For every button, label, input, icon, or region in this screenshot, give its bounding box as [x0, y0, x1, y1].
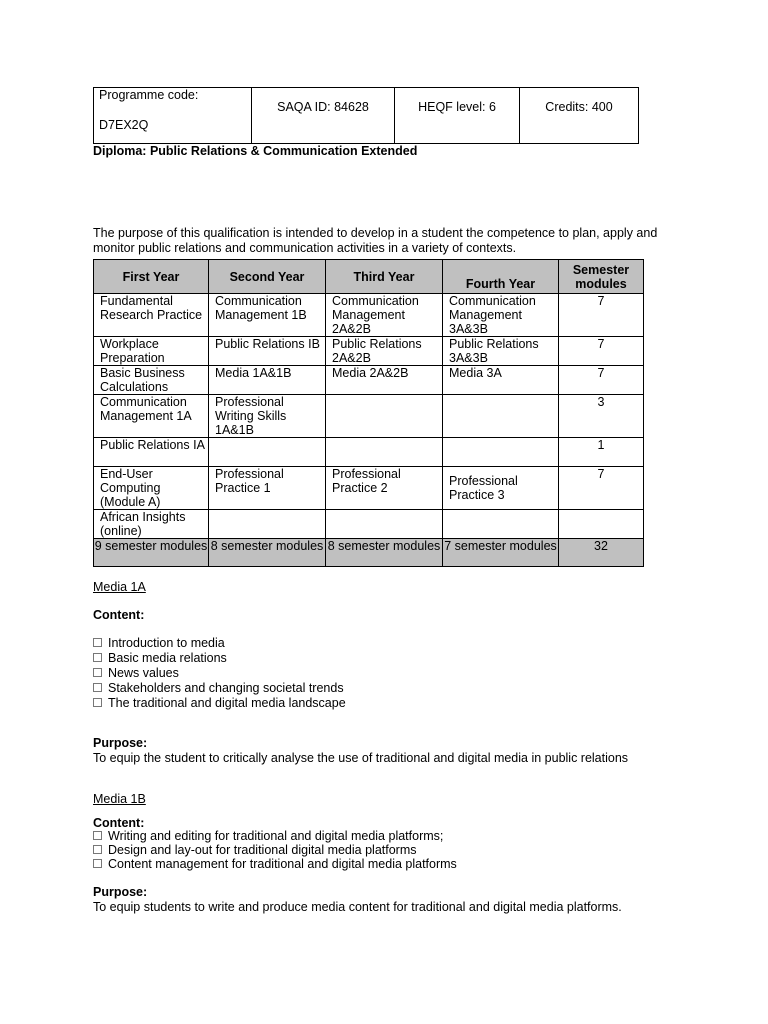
table-cell: 3 — [559, 395, 644, 438]
checkbox-bullet-icon — [93, 638, 102, 647]
table-cell: Public Relations IB — [209, 337, 326, 366]
table-cell: Media 1A&1B — [209, 366, 326, 395]
heqf-level-cell: HEQF level: 6 — [395, 88, 520, 144]
table-row — [94, 395, 644, 438]
table-cell: Communication Management 1B — [209, 294, 326, 337]
table-total-cell: 9 semester modules — [94, 539, 209, 567]
table-cell: End-User Computing (Module A) — [94, 467, 209, 510]
header-first-year: First Year — [94, 260, 209, 294]
checkbox-bullet-icon — [93, 831, 102, 840]
table-cell: 1 — [559, 438, 644, 467]
module-table-header — [94, 260, 644, 294]
credits-cell: Credits: 400 — [520, 88, 639, 144]
list-item: The traditional and digital media landscape — [93, 696, 346, 711]
diploma-title: Diploma: Public Relations & Communication Extended — [93, 144, 418, 158]
media-1b-purpose-label: Purpose: — [93, 885, 148, 899]
checkbox-bullet-icon — [93, 668, 102, 677]
table-cell — [326, 438, 443, 467]
module-table — [93, 259, 644, 567]
table-row — [94, 366, 644, 395]
table-cell — [443, 395, 559, 438]
programme-info-table — [93, 87, 639, 144]
media-1a-content-label: Content: — [93, 608, 145, 622]
table-total-cell: 8 semester modules — [326, 539, 443, 567]
table-cell: 7 — [559, 366, 644, 395]
checkbox-bullet-icon — [93, 845, 102, 854]
media-1a-purpose-text: To equip the student to critically analyse the use of traditional and digital media in public relations — [93, 751, 629, 765]
table-cell: Media 3A — [443, 366, 559, 395]
table-cell: African Insights (online) — [94, 510, 209, 539]
list-item: Stakeholders and changing societal trends — [93, 681, 346, 696]
table-cell — [443, 438, 559, 467]
table-cell: Professional Practice 2 — [326, 467, 443, 510]
table-cell — [326, 510, 443, 539]
media-1b-content-label: Content: — [93, 816, 145, 830]
table-cell: Fundamental Research Practice — [94, 294, 209, 337]
header-second-year: Second Year — [209, 260, 326, 294]
table-cell — [559, 510, 644, 539]
table-total-cell: 32 — [559, 539, 644, 567]
table-row — [94, 337, 644, 366]
programme-code-value: D7EX2Q — [99, 118, 149, 132]
table-total-cell: 8 semester modules — [209, 539, 326, 567]
table-cell: 7 — [559, 294, 644, 337]
table-cell: 7 — [559, 467, 644, 510]
table-cell — [209, 510, 326, 539]
table-row — [94, 438, 644, 467]
table-cell: Professional Writing Skills 1A&1B — [209, 395, 326, 438]
table-cell: Basic Business Calculations — [94, 366, 209, 395]
programme-code-label: Programme code: — [99, 88, 199, 102]
programme-code-cell — [94, 88, 252, 144]
checkbox-bullet-icon — [93, 698, 102, 707]
table-cell: Communication Management 2A&2B — [326, 294, 443, 337]
media-1a-purpose-label: Purpose: — [93, 736, 148, 750]
checkbox-bullet-icon — [93, 683, 102, 692]
list-item: Content management for traditional and digital media platforms — [93, 857, 457, 871]
table-row — [94, 467, 644, 510]
table-cell: Professional Practice 1 — [209, 467, 326, 510]
table-cell: Workplace Preparation — [94, 337, 209, 366]
table-cell: Professional Practice 3 — [443, 467, 559, 510]
table-totals-row — [94, 539, 644, 567]
saqa-id-cell: SAQA ID: 84628 — [252, 88, 395, 144]
media-1b-purpose-text: To equip students to write and produce media content for traditional and digital media platforms. — [93, 900, 622, 914]
media-1a-heading: Media 1A — [93, 580, 146, 594]
list-item: Introduction to media — [93, 636, 346, 651]
list-item: News values — [93, 666, 346, 681]
header-fourth-year: Fourth Year — [443, 260, 559, 294]
table-cell: Public Relations 3A&3B — [443, 337, 559, 366]
table-cell — [443, 510, 559, 539]
table-cell: Media 2A&2B — [326, 366, 443, 395]
table-cell: Public Relations IA — [94, 438, 209, 467]
table-row — [94, 294, 644, 337]
header-third-year: Third Year — [326, 260, 443, 294]
checkbox-bullet-icon — [93, 859, 102, 868]
table-cell: Communication Management 1A — [94, 395, 209, 438]
header-semester-modules: Semester modules — [559, 260, 644, 294]
media-1b-heading: Media 1B — [93, 792, 146, 806]
qualification-purpose: The purpose of this qualification is intended to develop in a student the competence to plan, apply and monitor public relations and communication activities in a variety of contexts. — [93, 226, 658, 255]
media-1b-content-list — [93, 829, 457, 871]
media-1a-content-list — [93, 636, 346, 711]
table-total-cell: 7 semester modules — [443, 539, 559, 567]
list-item: Design and lay-out for traditional digital media platforms — [93, 843, 457, 857]
table-cell — [209, 438, 326, 467]
checkbox-bullet-icon — [93, 653, 102, 662]
list-item: Writing and editing for traditional and digital media platforms; — [93, 829, 457, 843]
table-cell: 7 — [559, 337, 644, 366]
table-cell — [326, 395, 443, 438]
table-cell: Public Relations 2A&2B — [326, 337, 443, 366]
table-cell: Communication Management 3A&3B — [443, 294, 559, 337]
table-row — [94, 510, 644, 539]
list-item: Basic media relations — [93, 651, 346, 666]
